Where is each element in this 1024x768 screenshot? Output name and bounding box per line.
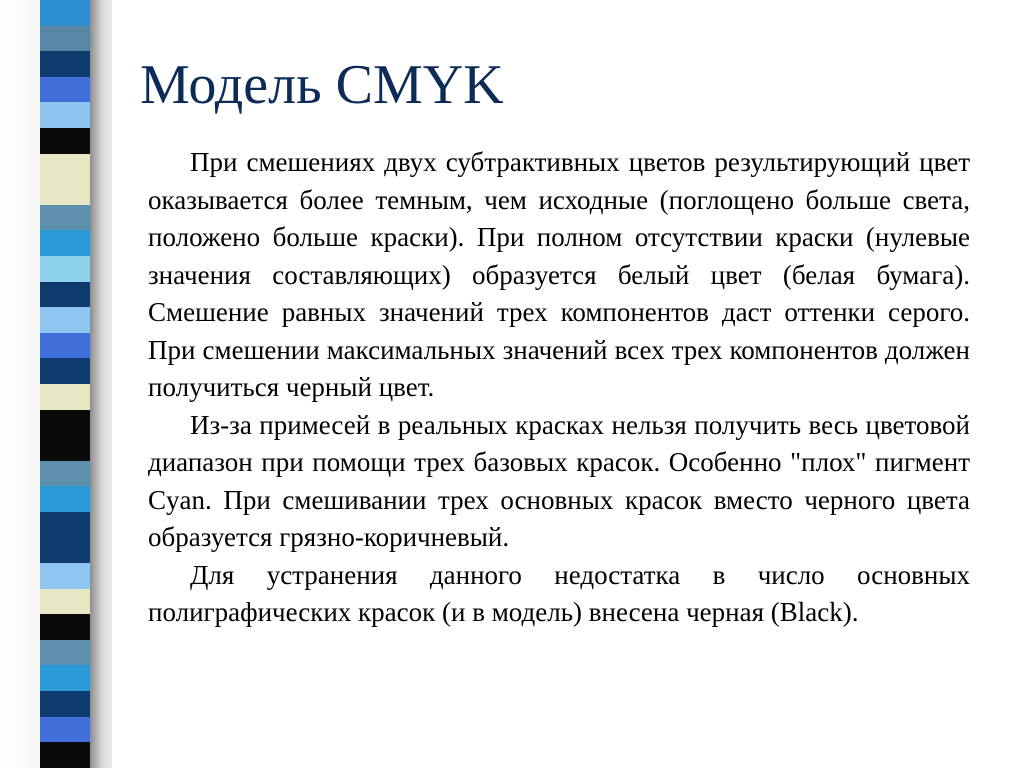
paragraph-3: Для устранения данного недостатка в число основных полиграфических красок (и в модель) внесена черная (Black).: [148, 559, 970, 627]
stripe-segment: [40, 26, 90, 52]
paragraph-1: При смешениях двух субтрактивных цветов результирующий цвет оказывается более темным, чем исходные (поглощено больше света, положено больше краски). При полном отсутствии краски (нулевые значения составляющих) образуется белый цвет (белая бумага). Смешение равных значений трех компонентов даст оттенки серого. При смешении максимальных значений всех трех компонентов должен получиться черный цвет.: [148, 147, 970, 402]
stripe-segment: [40, 102, 90, 128]
stripe-segment: [40, 0, 90, 26]
stripe-segment: [40, 614, 90, 640]
paragraph-2: Из-за примесей в реальных красках нельзя получить весь цветовой диапазон при помощи трех базовых красок. Особенно "плох" пигмент Cyan. При смешивании трех основных красок вместо черного цвета образуется грязно-коричневый.: [148, 409, 970, 552]
stripe-segment: [40, 77, 90, 103]
stripe-segment: [40, 51, 90, 77]
stripe-segment: [40, 128, 90, 154]
stripe-segment: [40, 410, 90, 436]
stripe-segment: [40, 717, 90, 743]
stripe-segment: [40, 256, 90, 282]
stripe-segment: [40, 512, 90, 538]
stripe-segment: [40, 742, 90, 768]
stripe-band: [40, 0, 90, 768]
stripe-segment: [40, 461, 90, 487]
slide-title: Модель CMYK: [140, 54, 504, 116]
stripe-segment: [40, 179, 90, 205]
stripe-segment: [40, 282, 90, 308]
stripe-segment: [40, 640, 90, 666]
stripe-segment: [40, 665, 90, 691]
stripe-segment: [40, 307, 90, 333]
stripe-segment: [40, 563, 90, 589]
stripe-segment: [40, 333, 90, 359]
stripe-segment: [40, 537, 90, 563]
stripe-segment: [40, 230, 90, 256]
stripe-shadow: [90, 0, 102, 768]
stripe-segment: [40, 486, 90, 512]
decorative-stripe-bar: [0, 0, 112, 768]
stripe-segment: [40, 435, 90, 461]
stripe-segment: [40, 384, 90, 410]
stripe-segment: [40, 691, 90, 717]
stripe-segment: [40, 589, 90, 615]
stripe-segment: [40, 358, 90, 384]
stripe-segment: [40, 205, 90, 231]
stripe-segment: [40, 154, 90, 180]
slide-body: [148, 144, 970, 632]
